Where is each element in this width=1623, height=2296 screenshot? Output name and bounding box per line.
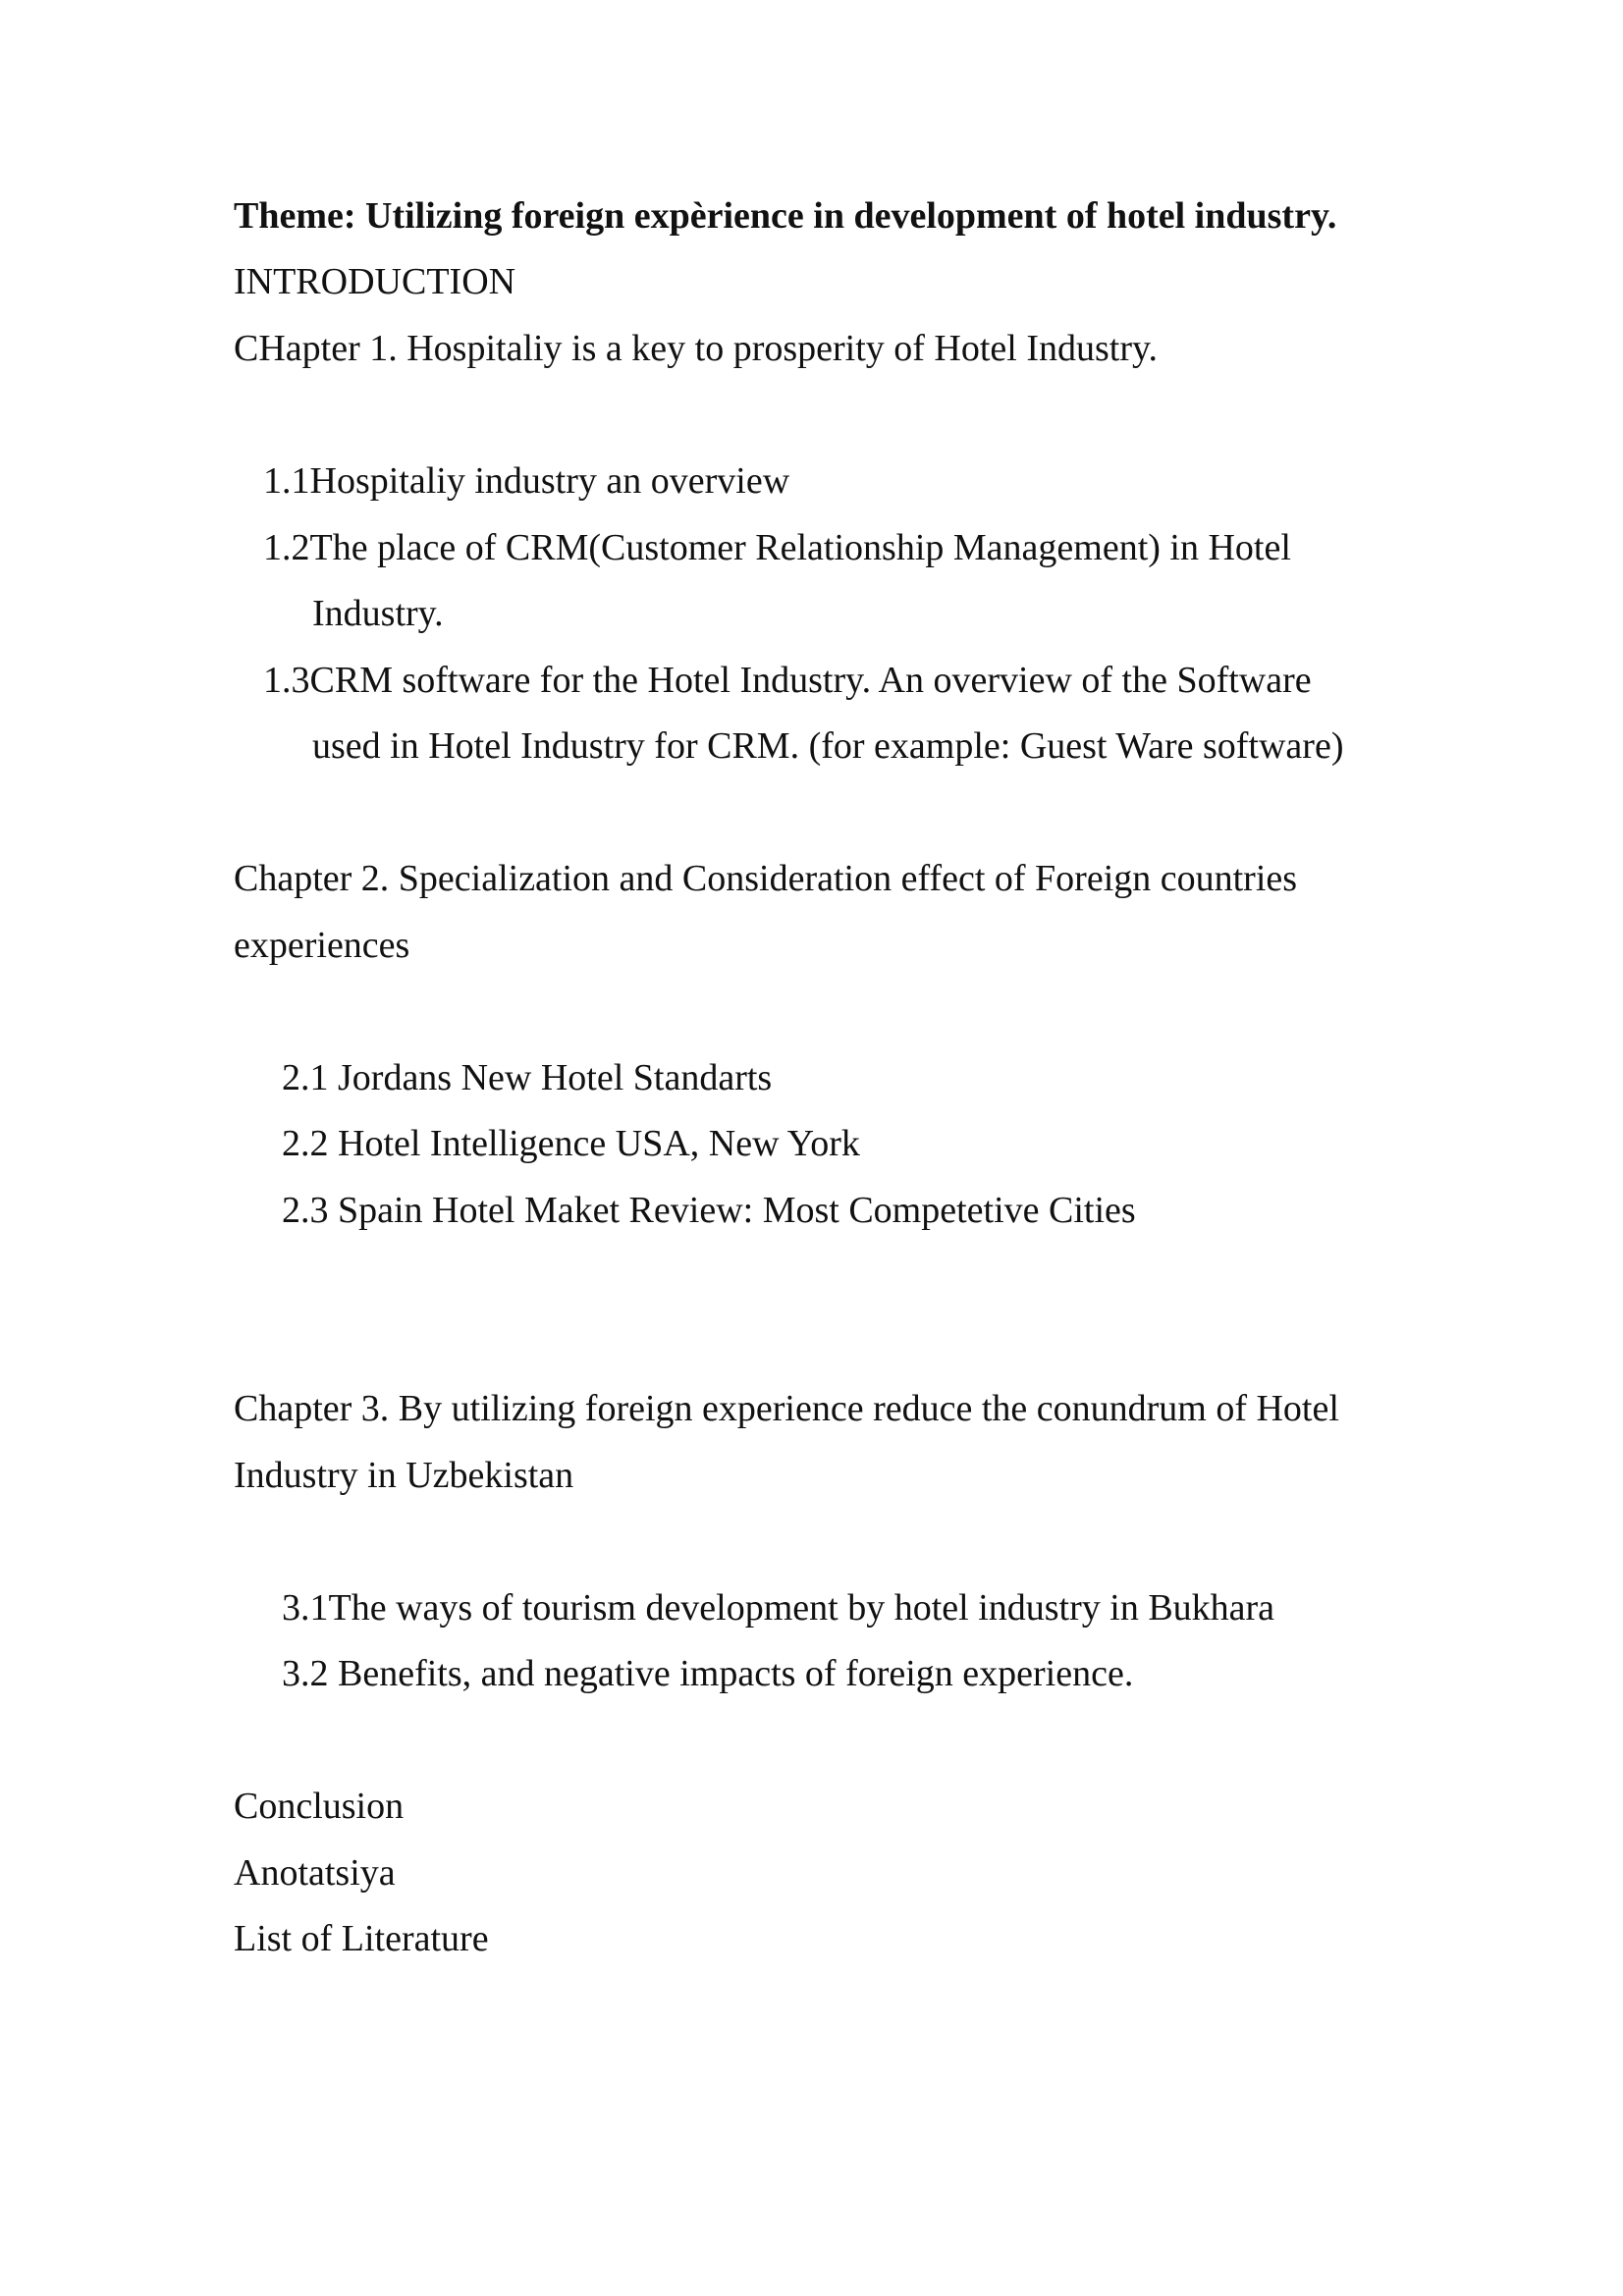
toc-section-1-2: 1.2The place of CRM(Customer Relationship Management) in Hotel xyxy=(263,527,1291,568)
toc-section-3-2: 3.2 Benefits, and negative impacts of foreign experience. xyxy=(282,1653,1134,1694)
toc-section-2-2: 2.2 Hotel Intelligence USA, New York xyxy=(282,1123,860,1164)
toc-section-1-1: 1.1Hospitaliy industry an overview xyxy=(263,460,790,502)
toc-chapter-3-title-continued: Industry in Uzbekistan xyxy=(234,1455,574,1496)
toc-chapter-2-title-continued: experiences xyxy=(234,925,410,966)
toc-section-3-1: 3.1The ways of tourism development by hotel industry in Bukhara xyxy=(282,1587,1275,1629)
toc-chapter-2-title: Chapter 2. Specialization and Consideration effect of Foreign countries xyxy=(234,858,1298,899)
toc-anotatsiya: Anotatsiya xyxy=(234,1852,396,1894)
document-theme: Theme: Utilizing foreign expèrience in development of hotel industry. xyxy=(234,195,1337,237)
toc-section-1-2-continued: Industry. xyxy=(312,593,444,634)
toc-section-2-1: 2.1 Jordans New Hotel Standarts xyxy=(282,1057,773,1098)
toc-conclusion: Conclusion xyxy=(234,1786,405,1827)
toc-section-1-3: 1.3CRM software for the Hotel Industry. An overview of the Software xyxy=(263,660,1312,701)
toc-section-2-3: 2.3 Spain Hotel Maket Review: Most Competetive Cities xyxy=(282,1190,1136,1231)
toc-chapter-3-title: Chapter 3. By utilizing foreign experience reduce the conundrum of Hotel xyxy=(234,1388,1339,1429)
toc-introduction: INTRODUCTION xyxy=(234,261,516,302)
toc-list-of-literature: List of Literature xyxy=(234,1918,489,1959)
toc-section-1-3-continued: used in Hotel Industry for CRM. (for example: Guest Ware software) xyxy=(312,725,1344,767)
toc-chapter-1-title: CHapter 1. Hospitaliy is a key to prosperity of Hotel Industry. xyxy=(234,328,1159,369)
